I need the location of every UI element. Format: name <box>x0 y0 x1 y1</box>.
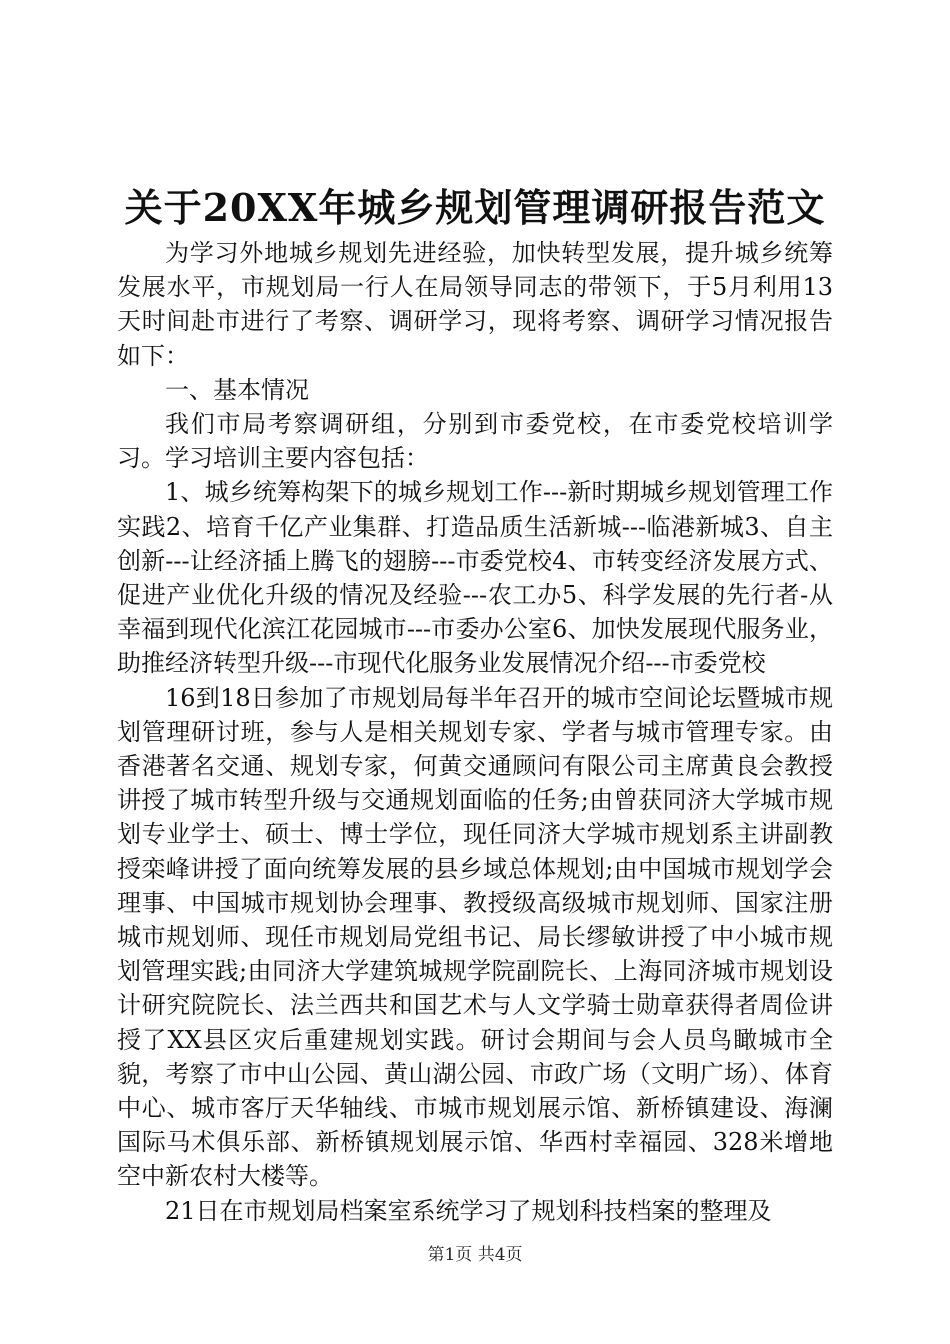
paragraph-intro: 为学习外地城乡规划先进经验，加快转型发展，提升城乡统筹发展水平，市规划局一行人在局领导同志的带领下，于5月利用13天时间赴市进行了考察、调研学习，现将考察、调研学习情况报告如下： <box>117 239 833 370</box>
document-body <box>117 236 833 1228</box>
page-footer: 第1页 共4页 <box>427 1245 523 1265</box>
paragraph-archive: 21日在市规划局档案室系统学习了规划科技档案的整理及 <box>165 1196 772 1225</box>
paragraph-course-list: 1、城乡统筹构架下的城乡规划工作---新时期城乡规划管理工作实践2、培育千亿产业集群、打造品质生活新城---临港新城3、自主创新---让经济插上腾飞的翅膀---市委党校4、市转变经济发展方式、促进产业优化升级的情况及经验---农工办5、科学发展的先行者-从幸福到现代化滨江花园城市---市委办公室6、加快发展现代服务业，助推经济转型升级---市现代化服务业发展情况介绍---市委党校 <box>117 478 833 678</box>
paragraph-seminar: 16到18日参加了市规划局每半年召开的城市空间论坛暨城市规划管理研讨班，参与人是相关规划专家、学者与城市管理专家。由香港著名交通、规划专家，何黄交通顾问有限公司主席黄良会教授讲授了城市转型升级与交通规划面临的任务;由曾获同济大学城市规划专业学士、硕士、博士学位，现任同济大学城市规划系主讲副教授栾峰讲授了面向统筹发展的县乡域总体规划;由中国城市规划学会理事、中国城市规划协会理事、教授级高级城市规划师、国家注册城市规划师、现任市规划局党组书记、局长缪敏讲授了中小城市规划管理实践;由同济大学建筑城规学院副院长、上海同济城市规划设计研究院院长、法兰西共和国艺术与人文学骑士勋章获得者周俭讲授了XX县区灾后重建规划实践。研讨会期间与会人员鸟瞰城市全貌，考察了市中山公园、黄山湖公园、市政广场（文明广场）、体育中心、城市客厅天华轴线、市城市规划展示馆、新桥镇建设、海澜国际马术俱乐部、新桥镇规划展示馆、华西村幸福园、328米增地空中新农村大楼等。 <box>117 683 833 1191</box>
paragraph-training: 我们市局考察调研组，分别到市委党校，在市委党校培训学习。学习培训主要内容包括： <box>117 410 833 473</box>
section-heading-basic-situation: 一、基本情况 <box>165 375 309 404</box>
document-title: 关于20XX年城乡规划管理调研报告范文 <box>124 185 826 230</box>
